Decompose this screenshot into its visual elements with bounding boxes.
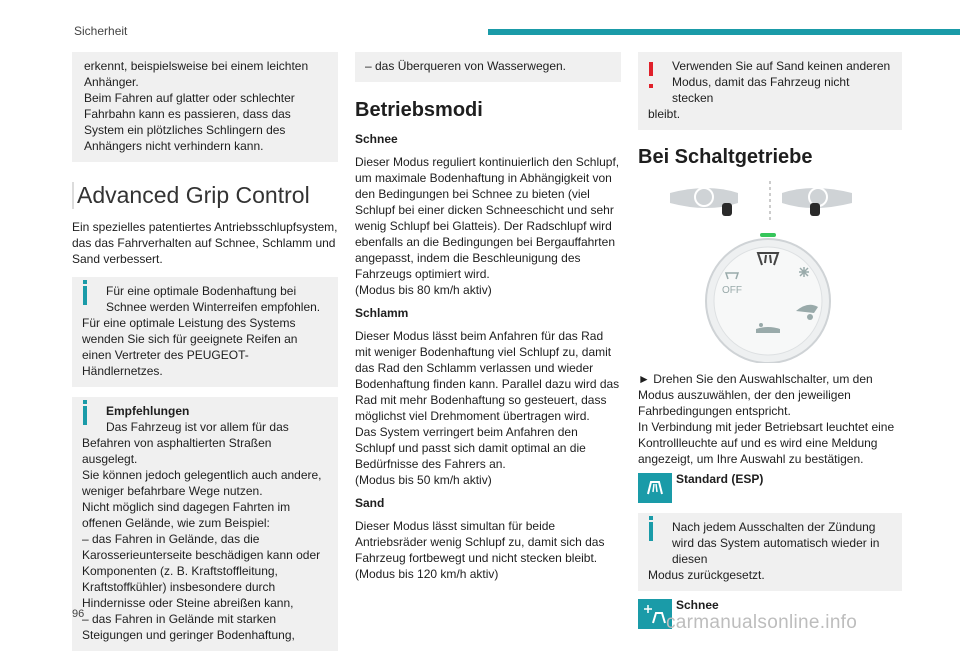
mode-selector-dial: [638, 231, 902, 363]
tyres-info-first: Für eine optimale Bodenhaftung bei Schnee werden Winterreifen empfohlen.: [106, 284, 321, 314]
mode-mud-speed: (Modus bis 50 km/h aktiv): [355, 473, 492, 487]
mode-standard-row: [638, 473, 902, 503]
info-icon: [83, 286, 87, 305]
sand-warning-rest: bleibt.: [648, 107, 681, 121]
reset-info-first: Nach jedem Ausschalten der Zündung wird das System automatisch wieder in diesen: [672, 520, 880, 566]
recommendations-line-2: Sie können jedoch gelegentlich auch andere, weniger befahrbare Wege nutzen.: [82, 468, 322, 498]
mode-snow-speed: (Modus bis 80 km/h aktiv): [355, 283, 492, 297]
mode-snow-label: Schnee: [676, 598, 719, 612]
column-2: [355, 52, 621, 582]
mode-snow-heading: Schnee: [355, 132, 398, 146]
recommendations-line-1: Befahren von asphaltierten Straßen ausgelegt.: [82, 436, 272, 466]
recommendations-box: [72, 397, 338, 651]
standard-mode-icon: [638, 473, 672, 503]
steering-wheel-icon: [670, 188, 738, 216]
manual-gearbox-title: Bei Schaltgetriebe: [638, 146, 813, 168]
dial-off-label: OFF: [722, 285, 742, 296]
header-accent-bar: [488, 29, 960, 35]
tyres-info-box: [72, 277, 338, 387]
waterways-box: [355, 52, 621, 82]
info-icon: [83, 406, 87, 425]
mode-mud-heading: Schlamm: [355, 306, 409, 320]
trailer-note-line-1: erkennt, beispielsweise bei einem leichten Anhänger.: [84, 59, 309, 89]
recommendations-line-5: – das Fahren in Gelände mit starken Steigungen und geringer Bodenhaftung,: [82, 612, 295, 642]
info-icon: [649, 522, 653, 541]
recommendations-first: Das Fahrzeug ist vor allem für das: [106, 420, 289, 434]
recommendations-line-3: Nicht möglich sind dagegen Fahrten im offenen Gelände, wie zum Beispiel:: [82, 500, 291, 530]
trailer-note-box: [72, 52, 338, 162]
steering-wheel-icon: [782, 188, 852, 216]
column-1: [72, 52, 338, 651]
watermark: carmanualsonline.info: [666, 612, 858, 633]
section-heading: [72, 182, 338, 209]
column-3: [638, 52, 902, 629]
warning-lamp-note: In Verbindung mit jeder Betriebsart leuchtet eine Kontrollleuchte auf und es wird eine Meldung angezeigt, um Ihre Auswahl zu bestätigen.: [638, 420, 895, 466]
trailer-note-line-2: Beim Fahren auf glatter oder schlechter Fahrbahn kann es passieren, dass das System ein plötzliches Schlingern des Anhängers nicht verhindern kann.: [84, 91, 295, 153]
mode-mud-text: Dieser Modus lässt beim Anfahren für das Rad mit weniger Bodenhaftung viel Schlupf zu, damit das Rad den Schlamm verlassen und wieder Bodenhaftung finden kann. Parallel dazu wird das Rad mit mehr Bodenhaftung so gesteuert, dass möglichst viel Drehmoment übertragen wird.: [355, 329, 620, 423]
recommendations-line-4: – das Fahren in Gelände, das die Karosserieunterseite beschädigen kann oder Komponenten (z. B. Kraftstoffleitung, Kraftstoffkühler) insbesondere durch Hindernisse oder Steine abreißen kann,: [82, 532, 321, 610]
steering-wheel-illustration: [638, 175, 902, 225]
mode-snow-text: Dieser Modus reguliert kontinuierlich den Schlupf, um maximale Bodenhaftung in Abhängigkeit von den Bedingungen bei Schnee zu bieten (viel Schlupf bei einer dicken Schneeschicht und sehr wenig Schlupf bei Glatteis). Der Radschlupf wird ebenfalls an die Bedingungen bei Bergauffahrten angepasst, indem die Beschleunigung des Fahrzeugs optimiert wird.: [355, 155, 620, 281]
recommendations-heading: Empfehlungen: [106, 404, 190, 418]
warning-icon: [649, 62, 653, 76]
header-title: Sicherheit: [74, 24, 128, 38]
snow-mode-icon: [799, 267, 809, 277]
mode-sand-speed: (Modus bis 120 km/h aktiv): [355, 567, 499, 581]
turn-selector-instruction: ► Drehen Sie den Auswahlschalter, um den Modus auszuwählen, der den jeweiligen Fahrbedingungen entspricht.: [638, 372, 873, 418]
agc-intro: Ein spezielles patentiertes Antriebsschlupfsystem, das das Fahrverhalten auf Schnee, Schlamm und Sand verbessert.: [72, 220, 338, 266]
advanced-grip-control-title: Advanced Grip Control: [77, 182, 310, 208]
sand-warning-first: Verwenden Sie auf Sand keinen anderen Modus, damit das Fahrzeug nicht stecken: [672, 59, 891, 105]
mode-mud-text-2: Das System verringert beim Anfahren den Schlupf und passt sich damit optimal an die Bedürfnisse des Fahrers an.: [355, 425, 586, 471]
sand-warning-box: [638, 52, 902, 130]
mode-standard-label: Standard (ESP): [676, 472, 764, 486]
tyres-info-rest: Für eine optimale Leistung des Systems wenden Sie sich für geeignete Reifen an einen Vertreter des PEUGEOT-Händlernetzes.: [82, 316, 298, 378]
reset-info-rest: Modus zurückgesetzt.: [648, 568, 765, 582]
operating-modes-title: Betriebsmodi: [355, 99, 483, 121]
reset-info-box: [638, 513, 902, 591]
mode-sand-heading: Sand: [355, 496, 385, 510]
waterways-line: – das Überqueren von Wasserwegen.: [365, 59, 566, 73]
page-number: 96: [72, 608, 85, 620]
mode-sand-text: Dieser Modus lässt simultan für beide Antriebsräder wenig Schlupf zu, damit sich das Fahrzeug fortbewegt und nicht stecken bleibt.: [355, 519, 605, 565]
